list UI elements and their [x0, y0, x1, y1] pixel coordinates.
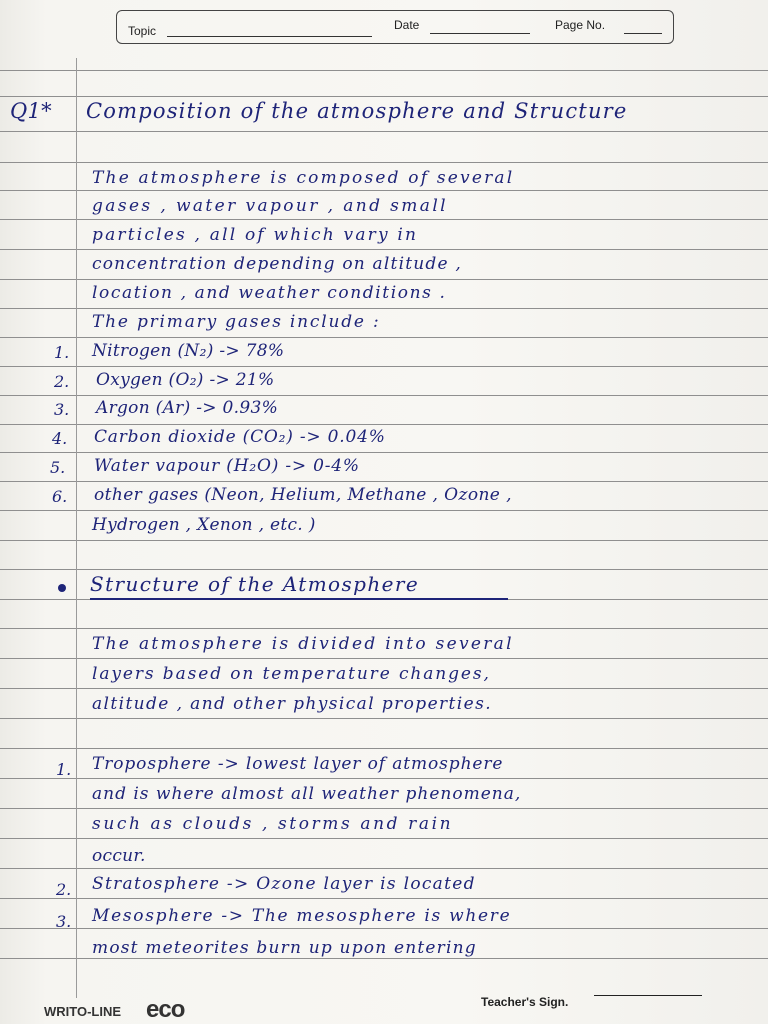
date-label: Date [394, 18, 420, 32]
question-marker: Q1* [10, 99, 52, 123]
gas-num-1: 1. [54, 343, 70, 362]
gas-item-2: Oxygen (O₂) -> 21% [96, 370, 275, 390]
brand-label: WRITO-LINE [44, 1004, 122, 1019]
gas-num-6: 6. [52, 487, 68, 506]
layer-2-line-1: Stratosphere -> Ozone layer is located [92, 874, 476, 894]
layer-1-line-3: such as clouds , storms and rain [92, 814, 454, 834]
bullet-icon [58, 584, 66, 592]
gas-item-6-continuation: Hydrogen , Xenon , etc. ) [92, 515, 316, 535]
gas-num-2: 2. [54, 372, 70, 391]
primary-gases-heading: The primary gases include : [92, 312, 381, 332]
intro-line-3: particles , all of which vary in [92, 225, 419, 245]
teacher-sign-rule [594, 995, 702, 996]
structure-heading-underline [90, 598, 508, 600]
intro-line-1: The atmosphere is composed of several [92, 168, 515, 188]
brand-logo: eco [146, 996, 185, 1023]
intro-line-2: gases , water vapour , and small [92, 196, 449, 216]
gas-item-6: other gases (Neon, Helium, Methane , Ozone , [94, 485, 512, 505]
layer-1-line-4: occur. [92, 846, 146, 866]
structure-intro-line-2: layers based on temperature changes, [92, 664, 491, 684]
question-title: Composition of the atmosphere and Structure [86, 99, 628, 123]
layer-num-1: 1. [56, 760, 72, 779]
topic-label: Topic [128, 24, 157, 38]
structure-heading: Structure of the Atmosphere [90, 572, 420, 596]
topic-rule [167, 36, 372, 37]
intro-line-4: concentration depending on altitude , [92, 254, 462, 274]
layer-3-line-1: Mesosphere -> The mesosphere is where [92, 906, 512, 926]
gas-item-5: Water vapour (H₂O) -> 0-4% [94, 456, 360, 476]
structure-intro-line-1: The atmosphere is divided into several [92, 634, 514, 654]
teacher-sign-label: Teacher's Sign. [481, 995, 569, 1009]
date-rule [430, 33, 530, 34]
layer-num-3: 3. [56, 912, 72, 931]
gas-item-1: Nitrogen (N₂) -> 78% [92, 341, 285, 361]
structure-intro-line-3: altitude , and other physical properties. [92, 694, 493, 714]
gas-num-4: 4. [52, 429, 68, 448]
intro-line-5: location , and weather conditions . [92, 283, 447, 303]
layer-num-2: 2. [56, 880, 72, 899]
gas-item-3: Argon (Ar) -> 0.93% [96, 398, 279, 418]
gas-num-3: 3. [54, 400, 70, 419]
layer-1-line-2: and is where almost all weather phenomena, [92, 784, 522, 804]
layer-3-line-2: most meteorites burn up upon entering [92, 938, 477, 958]
page-no-rule [624, 33, 662, 34]
gas-num-5: 5. [50, 458, 66, 477]
page-no-label: Page No. [555, 18, 606, 32]
margin-line [76, 58, 77, 998]
gas-item-4: Carbon dioxide (CO₂) -> 0.04% [94, 427, 386, 447]
layer-1-line-1: Troposphere -> lowest layer of atmosphere [92, 754, 504, 774]
